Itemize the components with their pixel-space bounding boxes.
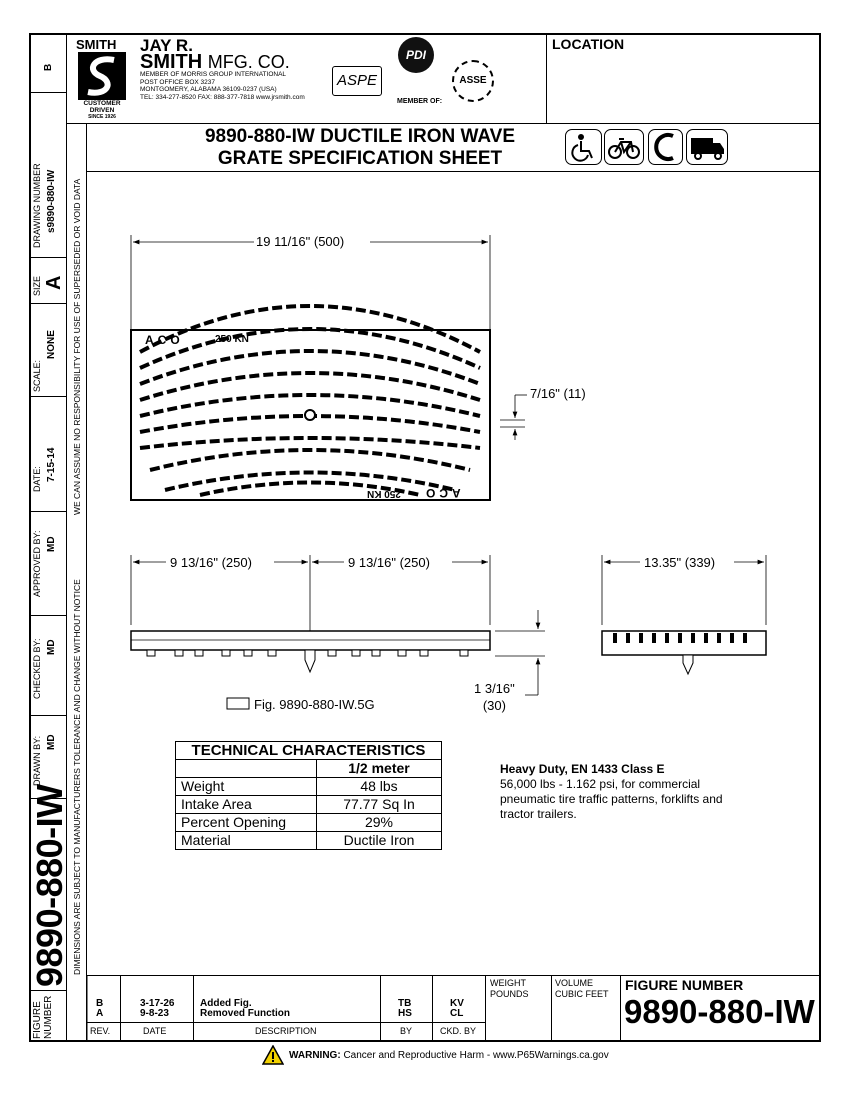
disclaimer-1: WE CAN ASSUME NO RESPONSIBILITY FOR USE OF SUPERSEDED OR VOID DATA <box>72 178 82 515</box>
date-label: DATE: <box>32 466 42 492</box>
date-value: 7-15-14 <box>46 447 57 482</box>
scale-value: NONE <box>46 330 57 359</box>
volume-box: VOLUME CUBIC FEET <box>555 978 609 999</box>
grate-kn-top: 250 KN <box>215 334 249 345</box>
figure-number-label: FIGURE NUMBER <box>625 977 744 993</box>
disclaimer-2: DIMENSIONS ARE SUBJECT TO MANUFACTURERS TOLERANCE AND CHANGE WITHOUT NOTICE <box>72 579 82 975</box>
drawn-label: DRAWN BY: <box>32 735 42 786</box>
figure-label: Fig. 9890-880-IW.5G <box>254 697 375 712</box>
by-header: BY <box>400 1026 413 1036</box>
desc-header: DESCRIPTION <box>255 1026 317 1036</box>
half-dimension-right: 9 13/16" (250) <box>348 555 430 570</box>
drawing-number-label: DRAWING NUMBER <box>32 163 42 248</box>
height-dimension: 1 3/16" (30) <box>474 681 515 713</box>
grate-aco-bottom: ACO <box>422 486 461 500</box>
drawing-number: s9890-880-IW <box>46 169 57 233</box>
figure-label-2: NUMBER <box>43 995 54 1039</box>
figure-label-1: FIGURE <box>32 1001 43 1039</box>
location-label: LOCATION <box>552 36 625 52</box>
size-label: SIZE <box>32 275 42 296</box>
size-value: A <box>43 275 65 290</box>
tagline: CUSTOMER DRIVEN SINCE 1926 <box>83 100 121 120</box>
table-row: Percent Opening 29% <box>176 814 442 832</box>
table-row: Material Ductile Iron <box>176 832 442 850</box>
aspe-logo: ASPE <box>332 66 382 96</box>
slot-dimension: 7/16" (11) <box>530 386 586 401</box>
company-line1: JAY R. <box>140 36 193 55</box>
sidebar-rev: B <box>43 63 54 71</box>
page-title: 9890-880-IW DUCTILE IRON WAVE GRATE SPECIFICATION SHEET <box>204 126 516 169</box>
ckd-header: CKD. BY <box>440 1026 477 1036</box>
smith-logo-text: SMITH <box>76 37 117 52</box>
date-column: 3-17-26 9-8-23 <box>140 998 175 1019</box>
tech-title: TECHNICAL CHARACTERISTICS <box>176 742 442 760</box>
member-of: MEMBER OF: <box>397 98 443 105</box>
width-dimension: 19 11/16" (500) <box>256 234 345 249</box>
grate-aco-top: ACO <box>145 333 184 347</box>
table-row: Intake Area 77.77 Sq In <box>176 796 442 814</box>
table-row: Weight 48 lbs <box>176 778 442 796</box>
rev-header: REV. <box>90 1026 111 1036</box>
tech-table <box>175 741 442 850</box>
duty-text: 56,000 lbs - 1.162 psi, for commercial pneumatic tire traffic patterns, forklifts and tractor trailers. <box>500 777 723 821</box>
side-dimension: 13.35" (339) <box>644 555 716 570</box>
approved-label: APPROVED BY: <box>32 530 42 597</box>
approved-value: MD <box>46 536 57 552</box>
warning-text: WARNING: Cancer and Reproductive Harm - www.P65Warnings.ca.gov <box>289 1050 609 1061</box>
tech-column-header: 1/2 meter <box>317 760 442 778</box>
rev-column: B A <box>96 998 104 1019</box>
date-header: DATE <box>143 1026 167 1036</box>
company-address: MEMBER OF MORRIS GROUP INTERNATIONAL POST OFFICE BOX 3237 MONTGOMERY, ALABAMA 36109-0237 (USA) TEL: 334-277-8520 FAX: 888-377-7818 www.jrsmith.com <box>140 71 305 101</box>
checked-label: CHECKED BY: <box>32 638 42 699</box>
ckd-column: KV CL <box>450 998 464 1019</box>
grate-kn-bottom: 250 KN <box>367 488 401 499</box>
sidebar-big-number: 9890-880-IW <box>29 784 70 987</box>
warning-icon <box>262 1045 284 1065</box>
drawn-value: MD <box>46 734 57 750</box>
scale-label: SCALE: <box>32 359 42 392</box>
desc-column: Added Fig. Removed Function <box>200 998 291 1019</box>
half-dimension-left: 9 13/16" (250) <box>170 555 252 570</box>
company-line2: SMITH MFG. CO. <box>140 51 290 73</box>
duty-title: Heavy Duty, EN 1433 Class E <box>500 762 665 776</box>
pdi-logo: PDI <box>398 37 434 73</box>
asse-logo: ASSE <box>452 60 494 102</box>
weight-box: WEIGHT POUNDS <box>490 978 529 999</box>
checked-value: MD <box>46 639 57 655</box>
figure-number-value: 9890-880-IW <box>624 993 815 1030</box>
by-column: TB HS <box>398 998 412 1019</box>
